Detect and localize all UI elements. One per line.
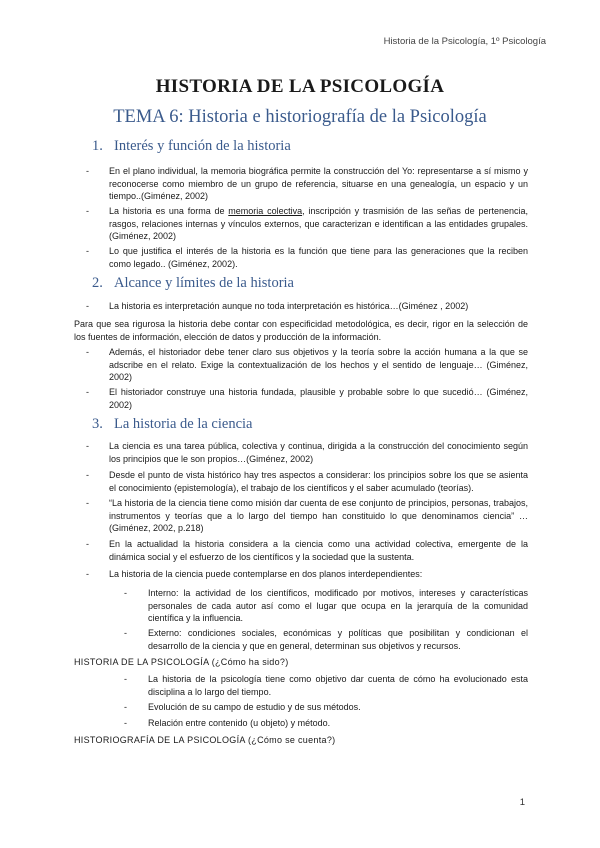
paragraph: Para que sea rigurosa la historia debe contar con especificidad metodológica, es decir, rigor en la selección de los fuentes de información, elección de datos y producción de la información.	[74, 319, 528, 342]
heading-question: (¿Cómo ha sido?)	[208, 657, 289, 667]
section-2-heading	[92, 275, 294, 292]
list-item	[86, 346, 528, 384]
bullet-text: Además, el historiador debe tener claro sus objetivos y la teoría sobre la acción humana a la que se adscribe en el relato. Exige la contextualización de los hechos y el sentido de lenguaje… (Giménez, 2002)	[109, 347, 528, 382]
bullet-text-post: , inscripción y trasmisión de las señas de pertenencia, rasgos, relaciones internas y vínculos externos, que caracterizan e identifican a las entidades grupales. (Giménez, 2002)	[109, 206, 528, 241]
bullet-dash: -	[86, 498, 89, 508]
section-number: 2.	[92, 275, 103, 291]
section-title: Interés y función de la historia	[114, 138, 291, 154]
page-number: 1	[519, 797, 525, 808]
section-1-heading	[92, 138, 291, 155]
list-item	[86, 300, 528, 313]
list-item	[86, 165, 528, 203]
bullet-text: La ciencia es una tarea pública, colectiva y continua, dirigida a la construcción del conocimiento según los principios que le son propios…(Giménez, 2002)	[109, 441, 528, 464]
bullet-dash: -	[124, 702, 127, 712]
document-subtitle: TEMA 6: Historia e historiografía de la Psicología	[113, 107, 487, 127]
document-title: HISTORIA DE LA PSICOLOGÍA	[155, 76, 445, 97]
list-item	[86, 205, 528, 243]
list-item	[86, 440, 528, 465]
sub-list-item	[124, 673, 528, 698]
section-title: Alcance y límites de la historia	[114, 275, 294, 291]
bullet-text: Desde el punto de vista histórico hay tres aspectos a considerar: los principios sobre los que se asienta el conocimiento (epistemología), el trabajo de los científicos y el saber acumulado (teorías).	[109, 470, 528, 493]
bullet-dash: -	[124, 718, 127, 728]
sub-list-item	[124, 587, 528, 625]
bullet-text: Interno: la actividad de los científicos, modificado por motivos, intereses y características personales de cada autor así como el lugar que ocupa en la jerarquía de la comunidad científica y la influencia.	[148, 588, 528, 623]
section-title: La historia de la ciencia	[114, 416, 253, 432]
bullet-dash: -	[86, 206, 89, 216]
section-number: 1.	[92, 138, 103, 154]
list-item	[86, 497, 528, 535]
bullet-text: “La historia de la ciencia tiene como misión dar cuenta de ese conjunto de principios, personas, trabajos, instrumentos y teorías que a lo largo del tiempo han constituido lo que denominamos ciencia” …(Giménez, 2002, p.218)	[109, 498, 528, 533]
bullet-text: Evolución de su campo de estudio y de sus métodos.	[148, 702, 361, 712]
bullet-text	[109, 205, 528, 243]
bullet-text: La historia de la ciencia puede contemplarse en dos planos interdependientes:	[109, 569, 423, 579]
bullet-dash: -	[86, 246, 89, 256]
bullet-dash: -	[86, 347, 89, 357]
sub-list-item	[124, 627, 528, 652]
list-item	[86, 568, 528, 581]
list-item	[86, 245, 528, 270]
caps-heading: HISTORIA DE LA PSICOLOGÍA	[74, 657, 209, 667]
bullet-text: En la actualidad la historia considera a la ciencia como una actividad colectiva, emergente de la dinámica social y el esfuerzo de los científicos y la sociedad que la sustenta.	[109, 539, 528, 562]
bullet-dash: -	[86, 539, 89, 549]
bullet-dash: -	[124, 588, 127, 598]
underlined-term: memoria colectiva	[228, 206, 303, 216]
bullet-dash: -	[86, 470, 89, 480]
historia-heading	[74, 657, 289, 667]
section-3-heading	[92, 416, 253, 433]
bullet-dash: -	[86, 166, 89, 176]
section-number: 3.	[92, 416, 103, 432]
bullet-text: El historiador construye una historia fundada, plausible y probable sobre lo que sucedió… (Giménez, 2002)	[109, 387, 528, 410]
bullet-dash: -	[86, 441, 89, 451]
caps-heading: HISTORIOGRAFÍA DE LA PSICOLOGÍA	[74, 735, 246, 745]
list-item	[86, 386, 528, 411]
sub-list-item	[124, 717, 528, 730]
historiografia-heading	[74, 735, 335, 745]
sub-list-item	[124, 701, 528, 714]
bullet-dash: -	[124, 674, 127, 684]
bullet-text: La historia de la psicología tiene como objetivo dar cuenta de cómo ha evolucionado esta disciplina a lo largo del tiempo.	[148, 674, 528, 697]
bullet-text: Relación entre contenido (u objeto) y método.	[148, 718, 331, 728]
heading-question: (¿Cómo se cuenta?)	[245, 735, 336, 745]
bullet-text: En el plano individual, la memoria biográfica permite la construcción del Yo: representarse a sí mismo y reconocerse como miembro de un grupo de referencia, situarse en una genealogía, un espacio y un tiempo..(Giménez, 2002)	[109, 166, 528, 201]
bullet-dash: -	[86, 301, 89, 311]
bullet-text: Externo: condiciones sociales, económicas y políticas que posibilitan y condicionan el desarrollo de la ciencia y que en general, determinan sus objetivos y recursos.	[148, 628, 528, 651]
list-item	[86, 469, 528, 494]
running-header: Historia de la Psicología, 1º Psicología	[383, 36, 546, 47]
bullet-dash: -	[124, 628, 127, 638]
bullet-text: La historia es interpretación aunque no toda interpretación es histórica…(Giménez , 2002)	[109, 301, 469, 311]
bullet-text-pre: La historia es una forma de	[109, 206, 229, 216]
bullet-text: Lo que justifica el interés de la historia es la función que tiene para las generaciones que la reciben como legado.. (Giménez, 2002).	[109, 246, 528, 269]
bullet-dash: -	[86, 387, 89, 397]
bullet-dash: -	[86, 569, 89, 579]
list-item	[86, 538, 528, 563]
